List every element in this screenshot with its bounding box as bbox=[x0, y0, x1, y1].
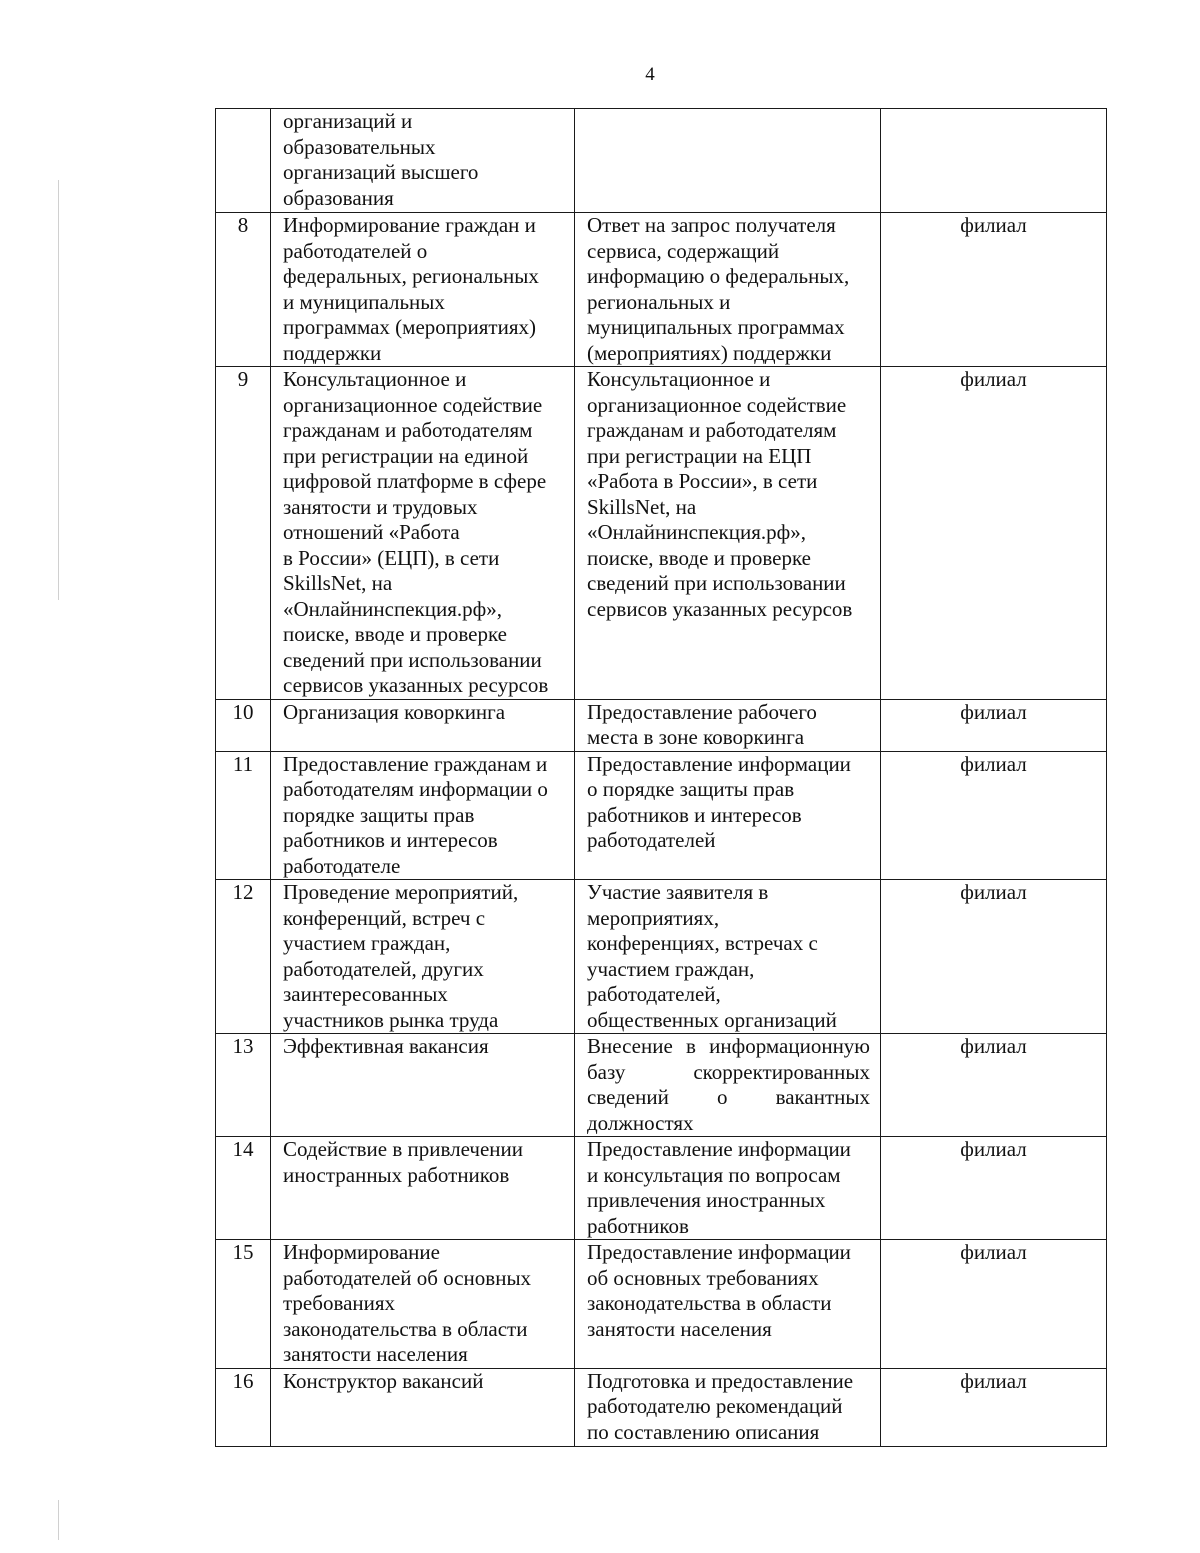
row-number-cell: 10 bbox=[216, 699, 271, 751]
row-number-cell: 12 bbox=[216, 880, 271, 1034]
row-number-cell: 8 bbox=[216, 213, 271, 367]
table-row bbox=[216, 1368, 1107, 1446]
executor-cell: филиал bbox=[881, 1137, 1107, 1240]
executor-cell: филиал bbox=[881, 1034, 1107, 1137]
table-row bbox=[216, 367, 1107, 700]
row-number-cell: 14 bbox=[216, 1137, 271, 1240]
table-row bbox=[216, 213, 1107, 367]
service-name-cell: Информирование граждан и работодателей о федеральных, региональных и муниципальных программах (мероприятиях) поддержки bbox=[271, 213, 575, 367]
table-row bbox=[216, 751, 1107, 880]
table-row bbox=[216, 880, 1107, 1034]
service-result-cell: Предоставление информации об основных требованиях законодательства в области занятости населения bbox=[575, 1240, 881, 1369]
row-number-cell: 9 bbox=[216, 367, 271, 700]
scan-edge-line bbox=[58, 180, 59, 600]
executor-cell: филиал bbox=[881, 880, 1107, 1034]
executor-cell: филиал bbox=[881, 751, 1107, 880]
executor-cell: филиал bbox=[881, 367, 1107, 700]
service-name-cell: Эффективная вакансия bbox=[271, 1034, 575, 1137]
table-row bbox=[216, 699, 1107, 751]
service-name-cell: Консультационное и организационное содействие гражданам и работодателям при регистрации на единой цифровой платформе в сфере занятости и трудовых отношений «Работа в России» (ЕЦП), в сети SkillsNet, на «Онлайнинспекция.рф», поиске, вводе и проверке сведений при использовании сервисов указанных ресурсов bbox=[271, 367, 575, 700]
table-row bbox=[216, 1240, 1107, 1369]
service-result-cell bbox=[575, 109, 881, 213]
row-number-cell bbox=[216, 109, 271, 213]
row-number-cell: 13 bbox=[216, 1034, 271, 1137]
executor-cell: филиал bbox=[881, 1240, 1107, 1369]
table-row bbox=[216, 1137, 1107, 1240]
executor-cell: филиал bbox=[881, 1368, 1107, 1446]
service-result-cell: Предоставление информации о порядке защиты прав работников и интересов работодателей bbox=[575, 751, 881, 880]
executor-cell bbox=[881, 109, 1107, 213]
table-row bbox=[216, 109, 1107, 213]
page-number: 4 bbox=[645, 64, 655, 85]
service-name-cell: Информирование работодателей об основных требованиях законодательства в области занятости населения bbox=[271, 1240, 575, 1369]
service-name-cell: Организация коворкинга bbox=[271, 699, 575, 751]
service-result-cell: Внесение в информационную базу скорректированных сведений о вакантных должностях bbox=[575, 1034, 881, 1137]
service-result-cell: Участие заявителя в мероприятиях, конференциях, встречах с участием граждан, работодателей, общественных организаций bbox=[575, 880, 881, 1034]
service-result-cell: Предоставление информации и консультация по вопросам привлечения иностранных работников bbox=[575, 1137, 881, 1240]
service-result-cell: Подготовка и предоставление работодателю рекомендаций по составлению описания bbox=[575, 1368, 881, 1446]
scan-edge-line bbox=[58, 1500, 59, 1540]
service-name-cell: организаций и образовательных организаций высшего образования bbox=[271, 109, 575, 213]
service-name-cell: Проведение мероприятий, конференций, встреч с участием граждан, работодателей, других заинтересованных участников рынка труда bbox=[271, 880, 575, 1034]
row-number-cell: 16 bbox=[216, 1368, 271, 1446]
service-name-cell: Предоставление гражданам и работодателям информации о порядке защиты прав работников и интересов работодателе bbox=[271, 751, 575, 880]
executor-cell: филиал bbox=[881, 699, 1107, 751]
service-result-cell: Предоставление рабочего места в зоне коворкинга bbox=[575, 699, 881, 751]
row-number-cell: 15 bbox=[216, 1240, 271, 1369]
service-result-cell: Консультационное и организационное содействие гражданам и работодателям при регистрации на ЕЦП «Работа в России», в сети SkillsNet, на «Онлайнинспекция.рф», поиске, вводе и проверке сведений при использовании сервисов указанных ресурсов bbox=[575, 367, 881, 700]
table-row bbox=[216, 1034, 1107, 1137]
row-number-cell: 11 bbox=[216, 751, 271, 880]
service-result-cell: Ответ на запрос получателя сервиса, содержащий информацию о федеральных, региональных и муниципальных программах (мероприятиях) поддержки bbox=[575, 213, 881, 367]
service-name-cell: Конструктор вакансий bbox=[271, 1368, 575, 1446]
service-name-cell: Содействие в привлечении иностранных работников bbox=[271, 1137, 575, 1240]
services-table bbox=[215, 108, 1107, 1447]
executor-cell: филиал bbox=[881, 213, 1107, 367]
